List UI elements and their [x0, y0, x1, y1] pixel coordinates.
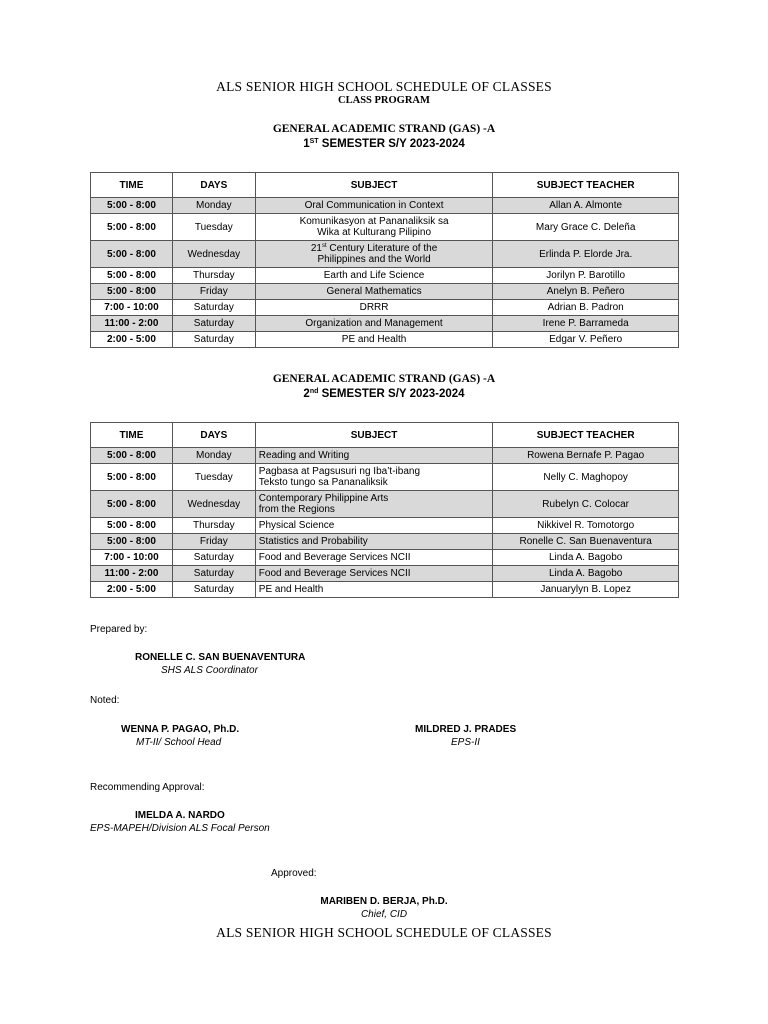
days-cell: Friday [172, 534, 255, 550]
days-cell: Saturday [172, 316, 255, 332]
table-row [91, 448, 679, 464]
time-cell: 5:00 - 8:00 [91, 241, 173, 268]
header-time: TIME [91, 423, 173, 448]
subject-cell: Reading and Writing [255, 448, 493, 464]
signatory-name: IMELDA A. NARDO [135, 810, 225, 821]
table-row [91, 300, 679, 316]
subject-cell: PE and Health [255, 332, 493, 348]
time-cell: 5:00 - 8:00 [91, 284, 173, 300]
teacher-cell: Ronelle C. San Buenaventura [493, 534, 679, 550]
teacher-cell: Edgar V. Peñero [493, 332, 679, 348]
table-row [91, 316, 679, 332]
time-cell: 5:00 - 8:00 [91, 534, 173, 550]
table-row [91, 464, 679, 491]
time-cell: 5:00 - 8:00 [91, 491, 173, 518]
signatory-position: Chief, CID [360, 909, 408, 920]
signatory-name: RONELLE C. SAN BUENAVENTURA [135, 652, 306, 663]
teacher-cell: Januarylyn B. Lopez [493, 582, 679, 598]
days-cell: Wednesday [172, 491, 255, 518]
signatory-position: EPS-MAPEH/Division ALS Focal Person [90, 823, 270, 834]
sem1-schedule-table [90, 172, 679, 348]
prepared-by-label: Prepared by: [90, 624, 148, 635]
prepared-signatory [135, 652, 305, 676]
teacher-cell: Rowena Bernafe P. Pagao [493, 448, 679, 464]
teacher-cell: Erlinda P. Elorde Jra. [493, 241, 679, 268]
header-teacher: SUBJECT TEACHER [493, 173, 679, 198]
table-row [91, 214, 679, 241]
time-cell: 2:00 - 5:00 [91, 332, 173, 348]
signatory-position: EPS-II [451, 737, 480, 748]
header-subject: SUBJECT [255, 173, 493, 198]
days-cell: Saturday [172, 566, 255, 582]
subject-cell: General Mathematics [255, 284, 493, 300]
table-row [91, 534, 679, 550]
days-cell: Tuesday [172, 464, 255, 491]
header-teacher: SUBJECT TEACHER [493, 423, 679, 448]
teacher-cell: Irene P. Barrameda [493, 316, 679, 332]
days-cell: Monday [172, 448, 255, 464]
days-cell: Thursday [172, 268, 255, 284]
table-row [91, 550, 679, 566]
days-cell: Tuesday [172, 214, 255, 241]
subject-cell: Organization and Management [255, 316, 493, 332]
signatory-position: MT-II/ School Head [136, 737, 222, 748]
time-cell: 11:00 - 2:00 [91, 566, 173, 582]
table-row [91, 268, 679, 284]
subject-cell: Food and Beverage Services NCII [255, 566, 493, 582]
teacher-cell: Rubelyn C. Colocar [493, 491, 679, 518]
table-row [91, 241, 679, 268]
table-row [91, 284, 679, 300]
teacher-cell: Linda A. Bagobo [493, 550, 679, 566]
time-cell: 5:00 - 8:00 [91, 268, 173, 284]
table-header-row [91, 173, 679, 198]
table-header-row [91, 423, 679, 448]
sem2-schedule-table [90, 422, 679, 598]
signatory-name: MILDRED J. PRADES [415, 724, 517, 735]
subject-cell: 21st Century Literature of the Philippines and the World [255, 241, 493, 268]
document-subtitle: CLASS PROGRAM [338, 95, 430, 106]
noted-label: Noted: [90, 695, 120, 706]
subject-cell: DRRR [255, 300, 493, 316]
subject-cell: Contemporary Philippine Arts from the Regions [255, 491, 493, 518]
time-cell: 7:00 - 10:00 [91, 300, 173, 316]
sem2-strand-heading: GENERAL ACADEMIC STRAND (GAS) -A [272, 373, 496, 385]
days-cell: Monday [172, 198, 255, 214]
subject-cell: PE and Health [255, 582, 493, 598]
time-cell: 11:00 - 2:00 [91, 316, 173, 332]
days-cell: Saturday [172, 582, 255, 598]
time-cell: 5:00 - 8:00 [91, 464, 173, 491]
time-cell: 5:00 - 8:00 [91, 448, 173, 464]
table-row [91, 518, 679, 534]
teacher-cell: Jorilyn P. Barotillo [493, 268, 679, 284]
table-row [91, 582, 679, 598]
header-days: DAYS [172, 173, 255, 198]
time-cell: 5:00 - 8:00 [91, 214, 173, 241]
days-cell: Friday [172, 284, 255, 300]
subject-cell: Komunikasyon at Pananaliksik sa Wika at Kulturang Pilipino [255, 214, 493, 241]
subject-cell: Earth and Life Science [255, 268, 493, 284]
sem1-strand-heading: GENERAL ACADEMIC STRAND (GAS) -A [272, 123, 496, 135]
footer-title: ALS SENIOR HIGH SCHOOL SCHEDULE OF CLASSES [216, 925, 552, 940]
teacher-cell: Anelyn B. Peñero [493, 284, 679, 300]
days-cell: Saturday [172, 550, 255, 566]
header-days: DAYS [172, 423, 255, 448]
document-title: ALS SENIOR HIGH SCHOOL SCHEDULE OF CLASSES [216, 79, 552, 94]
teacher-cell: Linda A. Bagobo [493, 566, 679, 582]
teacher-cell: Mary Grace C. Deleña [493, 214, 679, 241]
recommending-signatory [90, 810, 270, 834]
days-cell: Thursday [172, 518, 255, 534]
table-row [91, 566, 679, 582]
days-cell: Saturday [172, 300, 255, 316]
time-cell: 5:00 - 8:00 [91, 198, 173, 214]
subject-cell: Oral Communication in Context [255, 198, 493, 214]
teacher-cell: Adrian B. Padron [493, 300, 679, 316]
subject-cell: Physical Science [255, 518, 493, 534]
days-cell: Saturday [172, 332, 255, 348]
subject-cell: Statistics and Probability [255, 534, 493, 550]
sem2-semester-heading: 2nd SEMESTER S/Y 2023-2024 [303, 388, 465, 400]
approved-label: Approved: [271, 868, 317, 879]
signatory-name: MARIBEN D. BERJA, Ph.D. [320, 896, 448, 907]
table-row [91, 198, 679, 214]
teacher-cell: Nelly C. Maghopoy [493, 464, 679, 491]
table-row [91, 491, 679, 518]
time-cell: 2:00 - 5:00 [91, 582, 173, 598]
signatory-name: WENNA P. PAGAO, Ph.D. [121, 724, 240, 735]
teacher-cell: Allan A. Almonte [493, 198, 679, 214]
header-subject: SUBJECT [255, 423, 493, 448]
header-time: TIME [91, 173, 173, 198]
sem1-semester-heading: 1ST SEMESTER S/Y 2023-2024 [303, 138, 465, 150]
days-cell: Wednesday [172, 241, 255, 268]
time-cell: 5:00 - 8:00 [91, 518, 173, 534]
time-cell: 7:00 - 10:00 [91, 550, 173, 566]
noted-signatory-1 [121, 724, 239, 748]
teacher-cell: Nikkivel R. Tomotorgo [493, 518, 679, 534]
signatory-position: SHS ALS Coordinator [161, 665, 258, 676]
subject-cell: Food and Beverage Services NCII [255, 550, 493, 566]
approved-signatory [284, 896, 484, 920]
table-row [91, 332, 679, 348]
subject-cell: Pagbasa at Pagsusuri ng Iba’t-ibang Teksto tungo sa Pananaliksik [255, 464, 493, 491]
recommending-approval-label: Recommending Approval: [90, 782, 205, 793]
noted-signatory-2 [415, 724, 516, 748]
